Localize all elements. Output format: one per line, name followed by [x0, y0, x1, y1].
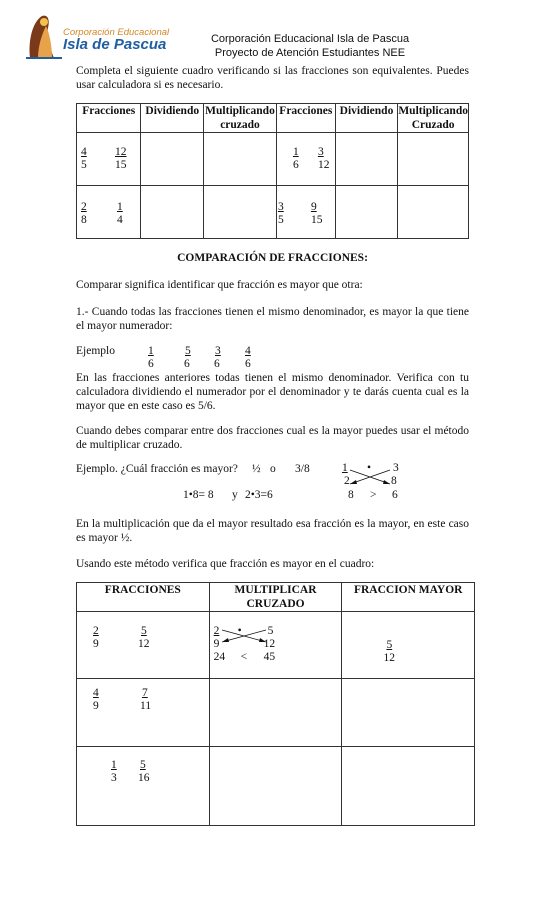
denominator: 3: [111, 772, 117, 784]
table1-row1-fracciones: [77, 133, 141, 186]
table2-row3-fracciones: [77, 747, 210, 826]
header-line-1: Corporación Educacional Isla de Pascua: [210, 33, 410, 45]
denominator: 5: [81, 159, 87, 171]
table1-header-multiplicando: Multiplicando cruzado: [205, 105, 275, 131]
table1-header-dividiendo-2: Dividiendo: [335, 104, 398, 133]
denominator: 6: [148, 358, 154, 370]
denominator: 5: [277, 214, 284, 226]
table2-row1-mayor: [342, 612, 475, 679]
result-left: 24: [213, 651, 226, 663]
denominator: 4: [117, 214, 123, 226]
table1-row1-multiplicando[interactable]: [204, 133, 277, 186]
table1-header-dividiendo: Dividiendo: [141, 104, 204, 133]
denominator: 9: [93, 638, 99, 650]
table1-row2-dividiendo[interactable]: [141, 186, 204, 239]
calc-right: 2•3=6: [245, 489, 273, 501]
result-right: 6: [392, 489, 398, 501]
table1-header-fracciones: Fracciones: [77, 104, 141, 133]
compare-paragraph: Comparar significa identificar que fracción es mayor que otra:: [76, 279, 363, 291]
denominator: 12: [317, 159, 330, 171]
numerator: 4: [93, 687, 99, 699]
cross-arrows-icon: [210, 624, 280, 652]
table1-row2-dividiendo-2[interactable]: [335, 186, 398, 239]
denominator: 8: [391, 475, 397, 487]
explain-paragraph: En las fracciones anteriores todas tienen el mismo denominador. Verifica con tu calculadora dividiendo el numerador por el denominador y te darás cuenta cual es la mayor que en este caso es 5/6.: [76, 372, 469, 412]
numerator: 7: [142, 687, 148, 699]
denominator: 6: [292, 159, 299, 171]
numerator: 1: [148, 345, 154, 357]
numerator: 5: [185, 345, 191, 357]
denominator: 6: [184, 358, 190, 370]
table1-header-fracciones-2: Fracciones: [276, 104, 335, 133]
denominator: 2: [344, 475, 350, 487]
section-title: COMPARACIÓN DE FRACCIONES:: [177, 252, 368, 264]
denominator: 6: [214, 358, 220, 370]
numerator: 5: [141, 625, 147, 637]
denominator: 9: [213, 638, 220, 650]
result-paragraph: En la multiplicación que da el mayor resultado esa fracción es la mayor, en este caso es mayor ½.: [76, 518, 469, 544]
denominator: 15: [115, 159, 127, 171]
denominator: 11: [140, 700, 152, 712]
table1-row2-fracciones: [77, 186, 141, 239]
dot: •: [367, 462, 372, 474]
comparison-table: [76, 582, 475, 826]
table2-row3-cruzado[interactable]: [209, 747, 342, 826]
table2-header-multiplicar: MULTIPLICAR CRUZADO: [209, 583, 342, 612]
denominator: 8: [81, 214, 87, 226]
result-right: 45: [263, 651, 276, 663]
example2-three-eighths: 3/8: [295, 463, 310, 475]
compare-sign: >: [370, 489, 377, 501]
equivalence-table: [76, 103, 469, 239]
denominator: 9: [93, 700, 99, 712]
rule1-paragraph: 1.- Cuando todas las fracciones tienen el mismo denominador, es mayor la que tiene el mayor numerador:: [76, 306, 469, 332]
example2-question: Ejemplo. ¿Cuál fracción es mayor?: [76, 463, 238, 475]
verify-paragraph: Usando este método verifica que fracción es mayor en el cuadro:: [76, 558, 375, 570]
table1-row1-fracciones-2: [276, 133, 335, 186]
table2-row3-mayor[interactable]: [342, 747, 475, 826]
table2-row2-cruzado[interactable]: [209, 679, 342, 747]
numerator: 12: [115, 146, 127, 158]
numerator: 1: [111, 759, 117, 771]
denominator: 15: [310, 214, 323, 226]
numerator: 9: [310, 201, 317, 213]
denominator: 16: [138, 772, 150, 784]
cross-paragraph: Cuando debes comparar entre dos fracciones cual es la mayor puedes usar el método de multiplicar cruzado.: [76, 425, 469, 451]
denominator: 6: [245, 358, 251, 370]
calc-left: 1•8= 8: [183, 489, 214, 501]
table2-row1-fracciones: [77, 612, 210, 679]
table1-row2-multiplicando[interactable]: [204, 186, 277, 239]
example1-label: Ejemplo: [76, 345, 115, 357]
compare-sign: <: [240, 651, 248, 663]
denominator: 12: [383, 652, 395, 664]
numerator: 1: [342, 462, 348, 474]
table1-row2-multiplicando-2[interactable]: [398, 186, 469, 239]
logo-small-text: Corporación Educacional: [63, 27, 170, 38]
numerator: 3: [317, 146, 324, 158]
numerator: 3: [215, 345, 221, 357]
table1-header-multiplicando-2: Multiplicando Cruzado: [398, 105, 468, 131]
table1-row1-multiplicando-2[interactable]: [398, 133, 469, 186]
numerator: 4: [81, 146, 87, 158]
table1-row2-fracciones-2: [276, 186, 335, 239]
numerator: 5: [386, 639, 393, 651]
table2-row2-mayor[interactable]: [342, 679, 475, 747]
numerator: 2: [93, 625, 99, 637]
numerator: 1: [292, 146, 299, 158]
denominator: 12: [263, 638, 276, 650]
cross-arrows-icon: [336, 462, 406, 492]
numerator: 5: [140, 759, 146, 771]
table2-row1-cruzado: [209, 612, 342, 679]
header-line-2: Proyecto de Atención Estudiantes NEE: [214, 47, 406, 59]
moai-logo-icon: [24, 12, 64, 62]
calc-y: y: [232, 489, 238, 501]
intro-paragraph: Completa el siguiente cuadro verificando si las fracciones son equivalentes. Puedes usar calculadora si es necesario.: [76, 65, 469, 91]
numerator: 4: [245, 345, 251, 357]
numerator: 5: [267, 625, 274, 637]
numerator: 1: [117, 201, 123, 213]
denominator: 12: [138, 638, 150, 650]
example2-or: o: [270, 463, 276, 475]
example2-half: ½: [252, 463, 261, 475]
table2-header-fracciones: FRACCIONES: [77, 583, 210, 612]
result-left: 8: [348, 489, 354, 501]
numerator: 3: [277, 201, 284, 213]
numerator: 3: [393, 462, 399, 474]
dot: •: [237, 625, 242, 637]
table1-row1-dividiendo[interactable]: [141, 133, 204, 186]
numerator: 2: [81, 201, 87, 213]
table1-row1-dividiendo-2[interactable]: [335, 133, 398, 186]
table2-row2-fracciones: [77, 679, 210, 747]
table2-header-mayor: FRACCION MAYOR: [342, 583, 475, 612]
numerator: 2: [213, 625, 220, 637]
logo-main-text: Isla de Pascua: [63, 36, 167, 53]
